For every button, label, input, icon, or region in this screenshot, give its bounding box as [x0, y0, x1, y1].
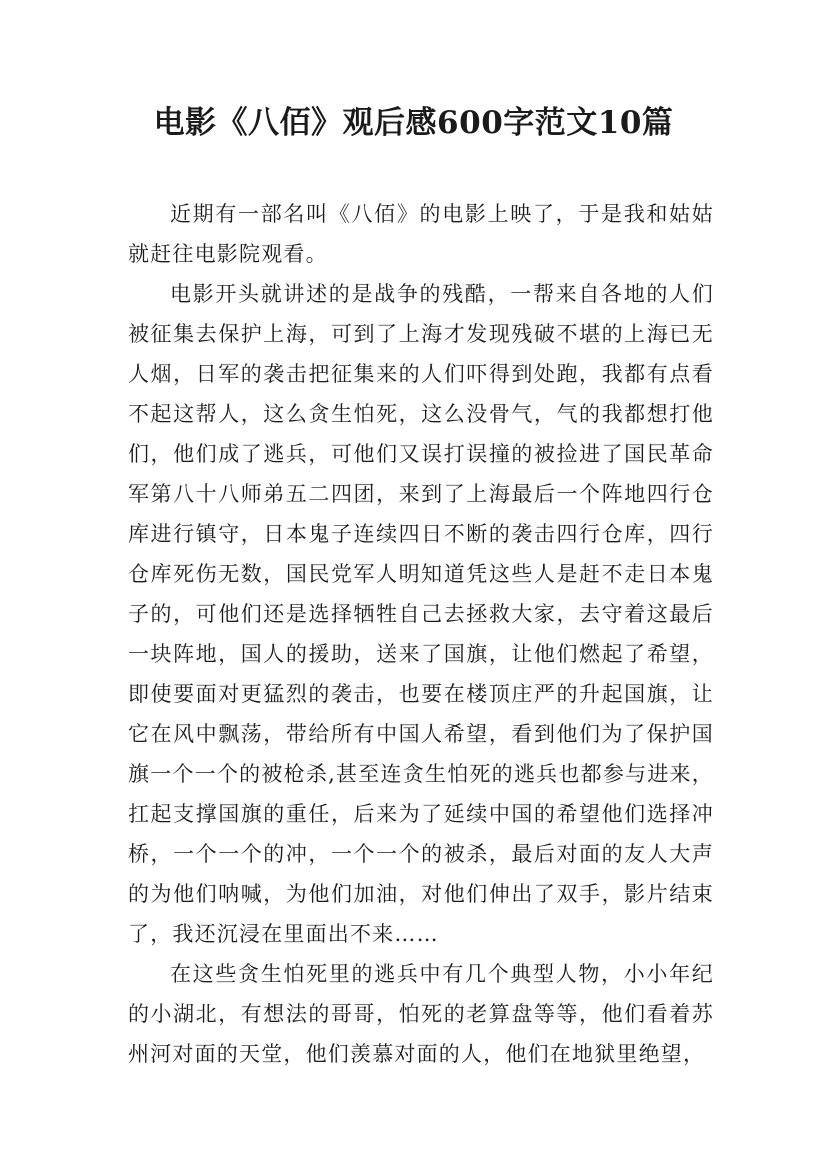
paragraph-2: 电影开头就讲述的是战争的残酷，一帮来自各地的人们被征集去保护上海，可到了上海才发现残破不堪的上海已无人烟，日军的袭击把征集来的人们吓得到处跑，我都有点看不起这帮人，这么贪生怕死，这么没骨气，气的我都想打他们，他们成了逃兵，可他们又误打误撞的被捡进了国民革命军第八十八师弟五二四团，来到了上海最后一个阵地四行仓库进行镇守，日本鬼子连续四日不断的袭击四行仓库，四行仓库死伤无数，国民党军人明知道凭这些人是赶不走日本鬼子的，可他们还是选择牺牲自己去拯救大家，去守着这最后一块阵地，国人的援助，送来了国旗，让他们燃起了希望，即使要面对更猛烈的袭击，也要在楼顶庄严的升起国旗，让它在风中飘荡，带给所有中国人希望，看到他们为了保护国旗一个一个的被枪杀,甚至连贪生怕死的逃兵也都参与进来，扛起支撑国旗的重任，后来为了延续中国的希望他们选择冲桥，一个一个的冲，一个一个的被杀，最后对面的友人大声的为他们呐喊，为他们加油，对他们伸出了双手，影片结束了，我还沉浸在里面出不来…… — [128, 282, 714, 946]
paragraph-1: 近期有一部名叫《八佰》的电影上映了，于是我和姑姑就赶往电影院观看。 — [128, 202, 714, 266]
document-body — [128, 194, 714, 1074]
paragraph-3: 在这些贪生怕死里的逃兵中有几个典型人物，小小年纪的小湖北，有想法的哥哥，怕死的老算盘等等，他们看着苏州河对面的天堂，他们羡慕对面的人，他们在地狱里绝望， — [128, 962, 714, 1066]
document-title: 电影《八佰》观后感600字范文10篇 — [153, 105, 674, 141]
